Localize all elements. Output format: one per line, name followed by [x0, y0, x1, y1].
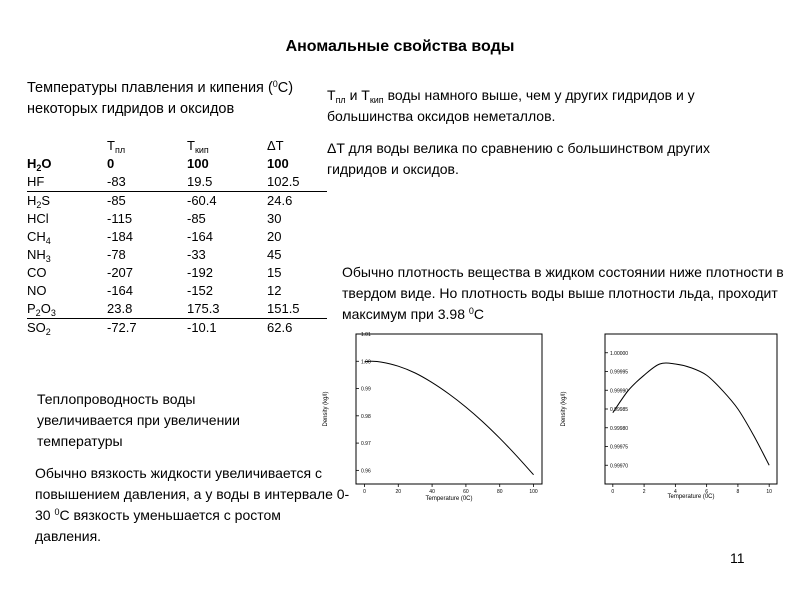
chart2-frame [605, 334, 777, 484]
x-tick-label: 40 [429, 489, 435, 495]
table-row [27, 228, 327, 246]
viscosity-note: Обычно вязкость жидкости увеличивается с повышением давления, а у воды в интервале 0-30 $^0$C вязкость уменьшается с ростом давления. [35, 465, 350, 544]
cell-formula: NO [27, 283, 47, 298]
table-caption-unit: C) [277, 80, 294, 96]
chart1-frame [356, 334, 542, 484]
cell-tmelt: -115 [107, 211, 133, 226]
cell-tmelt: -164 [107, 283, 134, 298]
x-tick-label: 4 [673, 489, 677, 495]
table-caption-line2: некоторых гидридов и оксидов [27, 101, 235, 117]
cell-tmelt: -207 [107, 265, 134, 280]
cell-delta-t: 102.5 [267, 173, 327, 192]
cell-tboil: -33 [187, 247, 206, 262]
cell-tboil: 100 [187, 156, 209, 171]
header-delta-t: ΔT [267, 138, 284, 153]
cell-formula: $NH_3$ [27, 247, 51, 264]
table-caption [27, 78, 302, 120]
x-tick-label: 2 [642, 489, 646, 495]
slide-number: 11 [730, 550, 745, 566]
cell-delta-t: 30 [267, 211, 282, 226]
header-tboil: $T_{кип}$ [187, 138, 209, 155]
cell-tboil: -60.4 [187, 193, 217, 208]
x-tick-label: 10 [766, 489, 772, 495]
cell-tmelt: 0 [107, 156, 115, 171]
y-tick-label: 0.96 [361, 468, 371, 475]
table-row [27, 173, 327, 192]
cell-formula: $P_2O_3$ [27, 300, 107, 319]
chart1-x-label: Temperature (0C) [425, 496, 473, 502]
table-row [27, 319, 327, 338]
density-chart-0-100 [318, 328, 550, 510]
table-row [27, 192, 327, 211]
y-tick-label: 0.97 [361, 441, 371, 448]
delta-t-note: ΔT для воды велика по сравнению с большинством других гидридов и оксидов. [327, 140, 711, 177]
chart1-y-ticks [356, 332, 371, 474]
slide-title: Аномальные свойства воды [285, 38, 515, 55]
table-row [27, 246, 327, 264]
x-tick-label: 0 [611, 489, 615, 495]
x-tick-label: 6 [705, 489, 709, 495]
chart1-density-line [364, 361, 533, 474]
table-body [27, 155, 327, 337]
cell-formula: HF [27, 173, 107, 192]
cell-tboil: -152 [187, 283, 214, 298]
y-tick-label: 0.99985 [610, 407, 629, 413]
cell-tmelt: -83 [107, 173, 187, 192]
y-tick-label: 0.99990 [610, 388, 629, 395]
cell-tmelt: -72.7 [107, 320, 137, 335]
cell-formula: CO [27, 265, 47, 280]
y-tick-label: 1.00000 [610, 350, 629, 357]
table-header-row [27, 135, 327, 155]
x-tick-label: 0 [363, 489, 366, 495]
table-row [27, 300, 327, 319]
melting-boiling-table [27, 135, 327, 337]
y-tick-label: 1.00 [361, 359, 371, 366]
header-tmelt: $T_{пл}$ [107, 138, 126, 155]
chart1-x-ticks [363, 484, 538, 495]
density-chart-0-10 [555, 328, 785, 510]
chart2-y-label: Density (kg/l) [561, 391, 567, 427]
boiling-point-note: $T_{пл}$ и $T_{кип}$ воды намного выше, чем у других гидридов и у большинства оксидов неметаллов. [327, 87, 695, 124]
y-tick-label: 0.99 [361, 386, 371, 393]
y-tick-label: 0.98 [361, 413, 371, 420]
cell-formula: $CH_4$ [27, 229, 51, 246]
x-tick-label: 60 [463, 489, 469, 495]
cell-delta-t: 45 [267, 247, 282, 262]
y-tick-label: 0.99975 [610, 444, 629, 451]
cell-formula: $SO_2$ [27, 320, 51, 337]
cell-delta-t: 151.5 [267, 300, 327, 319]
cell-delta-t: 24.6 [267, 193, 293, 208]
cell-delta-t: 15 [267, 265, 282, 280]
table-row [27, 282, 327, 300]
cell-formula: $H_2O$ [27, 156, 52, 173]
table-row [27, 210, 327, 228]
y-tick-label: 0.99995 [610, 369, 629, 376]
y-tick-label: 0.99970 [610, 463, 629, 470]
cell-tmelt: -85 [107, 193, 126, 208]
x-tick-label: 20 [395, 489, 402, 495]
header-substance [27, 135, 107, 155]
cell-tboil: 175.3 [187, 300, 267, 319]
table-row [27, 264, 327, 282]
cell-delta-t: 62.6 [267, 320, 293, 335]
cell-tmelt: -78 [107, 247, 126, 262]
x-tick-label: 8 [736, 489, 740, 495]
table-row [27, 155, 327, 173]
cell-delta-t: 100 [267, 156, 289, 171]
y-tick-label: 1.01 [361, 332, 371, 338]
chart2-density-line [613, 363, 769, 465]
table-caption-line1: Температуры плавления и кипения ( [27, 80, 273, 96]
cell-tboil: -85 [187, 211, 206, 226]
chart2-x-label: Temperature (0C) [667, 494, 715, 500]
cell-formula: $H_2S$ [27, 193, 51, 210]
cell-tboil: 19.5 [187, 173, 267, 192]
cell-formula: HCl [27, 211, 49, 226]
y-tick-label: 0.99980 [610, 425, 629, 432]
chart1-y-label: Density (kg/l) [323, 391, 329, 427]
cell-tmelt: -184 [107, 229, 134, 244]
x-tick-label: 80 [496, 489, 503, 495]
cell-delta-t: 12 [267, 283, 282, 298]
cell-tboil: -192 [187, 265, 214, 280]
degree-sup: 0 [272, 79, 278, 89]
chart2-y-ticks [605, 351, 628, 470]
x-tick-label: 100 [529, 489, 538, 495]
cell-tmelt: 23.8 [107, 300, 187, 319]
thermal-conductivity-note: Теплопроводность воды увеличивается при увеличении температуры [37, 391, 240, 449]
cell-delta-t: 20 [267, 229, 282, 244]
cell-tboil: -164 [187, 229, 214, 244]
cell-tboil: -10.1 [187, 320, 217, 335]
density-note: Обычно плотность вещества в жидком состоянии ниже плотности в твердом виде. Но плотность воды выше плотности льда, проходит максимум при 3.98 $^0$C [342, 264, 784, 322]
